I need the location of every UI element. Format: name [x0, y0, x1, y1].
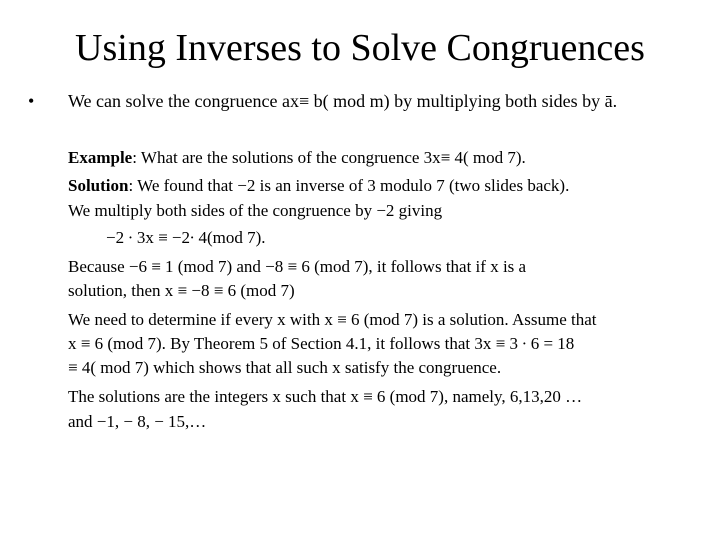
example-text: : What are the solutions of the congruence 3x≡ 4( mod 7). — [132, 148, 526, 167]
text-line-5: We need to determine if every x with x ≡ 6 (mod 7) is a solution. Assume that — [68, 310, 597, 329]
text-line-6: x ≡ 6 (mod 7). By Theorem 5 of Section 4.1, it follows that 3x ≡ 3 ∙ 6 = 18 — [68, 334, 575, 353]
solution-line — [68, 174, 569, 198]
text-line-7: ≡ 4( mod 7) which shows that all such x satisfy the congruence. — [68, 358, 502, 377]
example-line — [68, 146, 526, 170]
bullet-text: We can solve the congruence ax≡ b( mod m) by multiplying both sides by ā. — [68, 91, 618, 111]
text-line-4: solution, then x ≡ −8 ≡ 6 (mod 7) — [68, 281, 295, 300]
text-line-9: and −1, − 8, − 15,… — [68, 412, 207, 431]
text-line-1: We multiply both sides of the congruence by −2 giving — [68, 201, 443, 220]
solution-text: : We found that −2 is an inverse of 3 modulo 7 (two slides back). — [128, 176, 570, 195]
slide-title: Using Inverses to Solve Congruences — [75, 27, 645, 69]
bullet-item — [28, 88, 708, 114]
example-label: Example — [68, 148, 133, 167]
text-line-2: −2 ∙ 3x ≡ −2∙ 4(mod 7). — [106, 228, 266, 247]
solution-label: Solution — [68, 176, 129, 195]
text-line-3: Because −6 ≡ 1 (mod 7) and −8 ≡ 6 (mod 7), it follows that if x is a — [68, 257, 527, 276]
text-line-8: The solutions are the integers x such that x ≡ 6 (mod 7), namely, 6,13,20 … — [68, 387, 583, 406]
bullet-marker: • — [28, 91, 35, 111]
